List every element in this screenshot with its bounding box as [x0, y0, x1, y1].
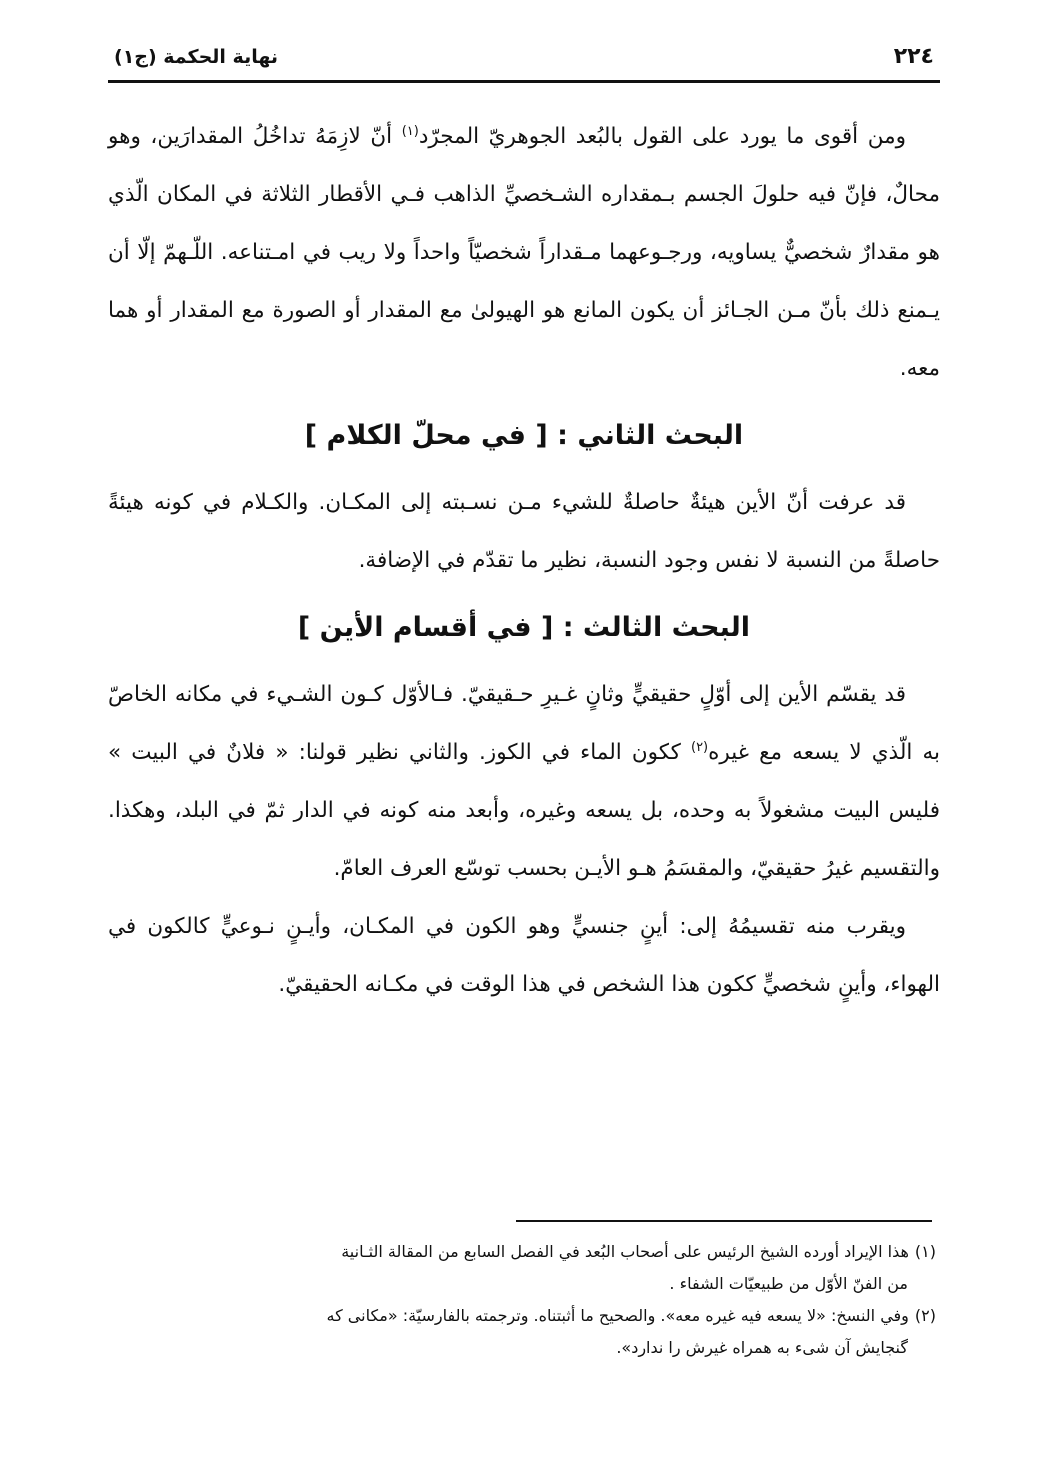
- paragraph-3-text-a: قد يقسّم الأين إلى أوّلٍ حقيقيٍّ وثانٍ غـيرِ حـقيقيّ. فـالأوّل كـون الشـيء في مكانه الخاصّ به الّذي لا يسعه مع غيره: [108, 682, 940, 765]
- section-heading-3: البحث الثالث : [ في أقسام الأين ]: [297, 612, 751, 643]
- footnote-2-text: وفي النسخ: «لا يسعه فيه غيره معه». والصحيح ما أثبتناه. وترجمته بالفارسيّة: «مكانى كه: [326, 1306, 909, 1325]
- paragraph-1: [108, 108, 940, 398]
- page-number: ٢٢٤: [893, 44, 934, 69]
- paragraph-2: قد عرفت أنّ الأين هيئةٌ حاصلةٌ للشيء مـن نسـبته إلى المكـان. والكـلام في كونه هيئةً حاصلةً من النسبة لا نفس وجود النسبة، نظير ما تقدّم في الإضافة.: [108, 490, 940, 573]
- footnote-rule: [516, 1220, 932, 1222]
- paragraph-1-text-a: ومن أقوى ما يورد على القول بالبُعد الجوهريّ المجرّد: [418, 124, 906, 149]
- body-text: [108, 108, 940, 1014]
- header-rule: [108, 80, 940, 83]
- footnotes: [118, 1236, 936, 1364]
- footnote-2-continuation: گنجايش آن شىء به همراه غيرش را ندارد».: [616, 1338, 908, 1357]
- footnote-1-text: هذا الإيراد أورده الشيخ الرئيس على أصحاب البُعد في الفصل السابع من المقالة الثـانية: [341, 1242, 909, 1261]
- footnote-ref-2: (٢): [690, 739, 709, 755]
- running-header: [108, 44, 940, 78]
- paragraph-1-text-b: أنّ لازِمَهُ تداخُلُ المقدارَين، وهو محالٌ، فإنّ فيه حلولَ الجسم بـمقداره الشـخصيِّ الذاهب فـي الأقطار الثلاثة في المكان الّذي هو مقدارٌ شخصيٌّ يساويه، ورجـوعهما مـقداراً شخصيّاً واحداً ولا ريب في امـتناعه. اللّـهمّ إلّا أن يـمنع ذلك بأنّ مـن الجـائز أن يكون المانع هو الهيولىٰ مع المقدار أو الصورة مع المقدار أو هما معه.: [108, 124, 940, 381]
- footnote-1-continuation: من الفنّ الأوّل من طبيعيّات الشفاء .: [669, 1274, 908, 1293]
- section-heading-2: البحث الثاني : [ في محلّ الكلام ]: [304, 420, 744, 451]
- footnote-1: [118, 1236, 936, 1268]
- footnote-2-marker: (٢): [914, 1306, 936, 1325]
- paragraph-3-text-b: ككون الماء في الكوز. والثاني نظير قولنا: « فلانٌ في البيت » فليس البيت مشغولاً به وحده، بل يسعه وغيره، وأبعد منه كونه في الدار ثمّ في البلد، وهكذا. والتقسيم غيرُ حقيقيّ، والمقسَمُ هـو الأيـن بحسب توسّع العرف العامّ.: [108, 740, 940, 881]
- paragraph-3: [108, 666, 940, 898]
- footnote-2: [118, 1300, 936, 1332]
- footnote-ref-1: (١): [401, 123, 419, 139]
- footnote-1-marker: (١): [914, 1242, 936, 1261]
- book-title: نهاية الحكمة (ج١): [114, 46, 279, 68]
- paragraph-4: ويقرب منه تقسيمُهُ إلى: أينٍ جنسيٍّ وهو الكون في المكـان، وأيـنٍ نـوعيٍّ كالكون في الهواء، وأينٍ شخصيٍّ ككون هذا الشخص في هذا الوقت في مكـانه الحقيقيّ.: [108, 914, 940, 997]
